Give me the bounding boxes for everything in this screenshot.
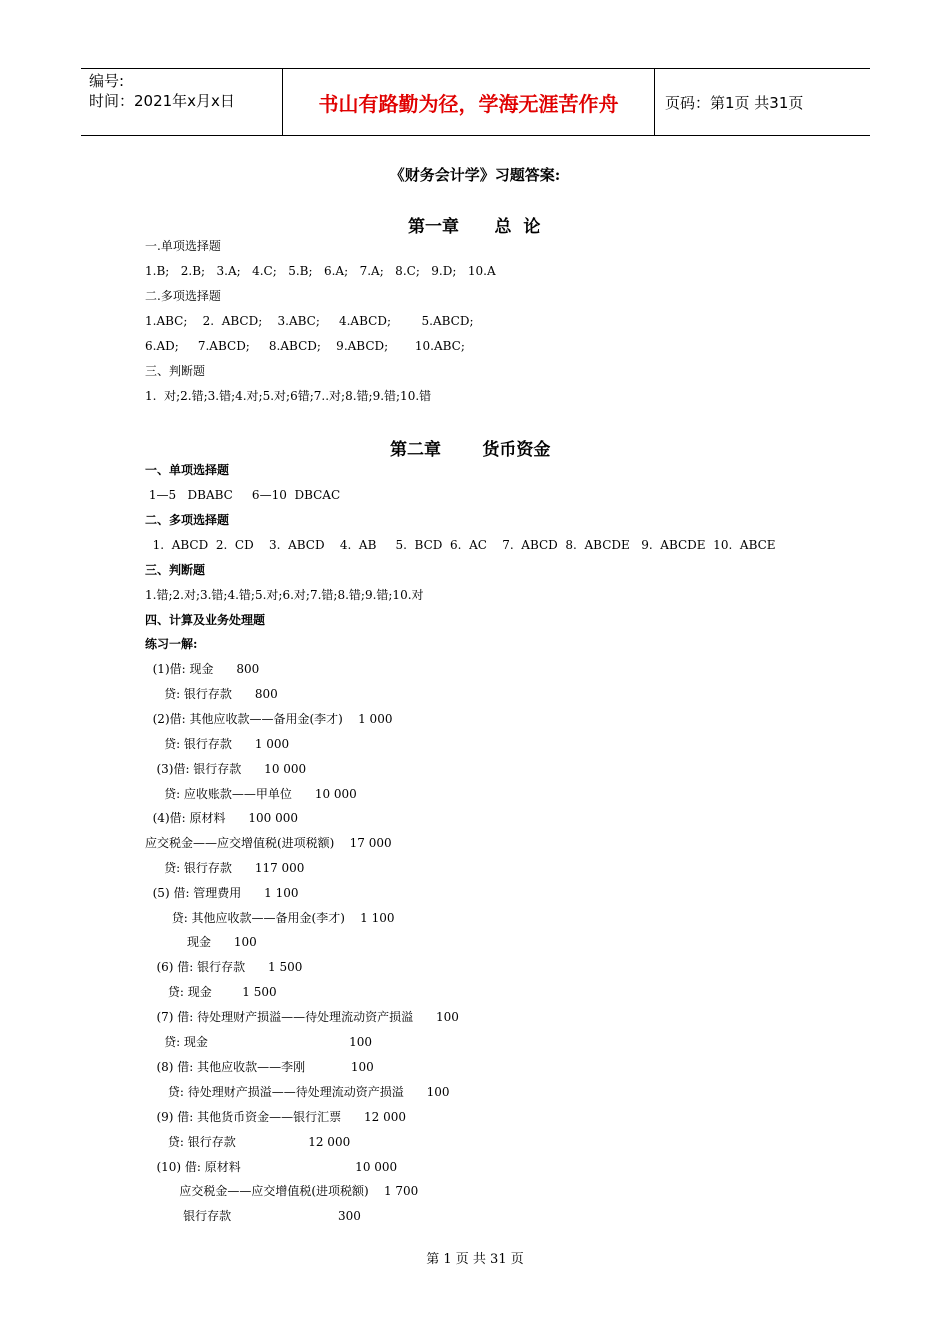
journal-line: (9) 借: 其他货币资金——银行汇票 12 000 [145,1110,406,1124]
page-footer: 第 1 页 共 31 页 [426,1252,524,1267]
ch1-section-single: 一.单项选择题 [145,239,221,253]
journal-line: (2)借: 其他应收款——备用金(李才) 1 000 [145,712,393,726]
page-header [81,68,870,136]
journal-line: 贷: 应收账款——甲单位 10 000 [145,787,357,801]
journal-line: 应交税金——应交增值税(进项税额) 1 700 [145,1184,419,1198]
ch2-section-multi: 二、多项选择题 [145,513,230,527]
ch2-section-single: 一、单项选择题 [145,463,230,477]
chapter-2-title: 第二章 货币资金 [390,440,551,460]
journal-line: 贷: 其他应收款——备用金(李才) 1 100 [145,911,395,925]
header-motto: 书山有路勤为径，学海无涯苦作舟 [283,69,655,135]
exercise-1-heading: 练习一解: [145,637,198,651]
ch1-answers-single: 1.B; 2.B; 3.A; 4.C; 5.B; 6.A; 7.A; 8.C; 9.D; 10.A [145,264,496,278]
journal-line: 贷: 银行存款 12 000 [145,1135,351,1149]
journal-line: 银行存款 300 [145,1209,361,1223]
ch2-section-calc: 四、计算及业务处理题 [145,613,266,627]
journal-line: 贷: 现金 1 500 [145,985,277,999]
ch2-answers-judge: 1.错;2.对;3.错;4.错;5.对;6.对;7.错;8.错;9.错;10.对 [145,588,424,602]
number-label: 编号: [89,72,125,90]
journal-line: 贷: 现金 100 [145,1035,372,1049]
ch2-answers-single: 1—5 DBABC 6—10 DBCAC [145,488,341,502]
ch2-answers-multi: 1. ABCD 2. CD 3. ABCD 4. AB 5. BCD 6. AC 7. ABCD 8. ABCDE 9. ABCDE 10. ABCE [145,538,776,552]
ch1-answers-multi-1: 1.ABC; 2. ABCD; 3.ABC; 4.ABCD; 5.ABCD; [145,314,474,328]
journal-line: 贷: 待处理财产损溢——待处理流动资产损溢 100 [145,1085,450,1099]
journal-line: (5) 借: 管理费用 1 100 [145,886,299,900]
journal-line: (3)借: 银行存款 10 000 [145,762,307,776]
time-label: 时间：2021年x月x日 [89,92,235,110]
journal-line: (7) 借: 待处理财产损溢——待处理流动资产损溢 100 [145,1010,459,1024]
header-page-label: 页码：第1页 共31页 [665,93,804,112]
ch1-section-multi: 二.多项选择题 [145,289,221,303]
header-info [81,69,283,135]
ch1-answers-multi-2: 6.AD; 7.ABCD; 8.ABCD; 9.ABCD; 10.ABC; [145,339,465,353]
ch2-section-judge: 三、判断题 [145,563,206,577]
journal-line: 应交税金——应交增值税(进项税额) 17 000 [145,836,392,850]
journal-line: 贷: 银行存款 117 000 [145,861,305,875]
journal-line: 现金 100 [145,935,257,949]
journal-line: (6) 借: 银行存款 1 500 [145,960,303,974]
ch1-section-judge: 三、判断题 [145,364,206,378]
journal-line: (8) 借: 其他应收款——李刚 100 [145,1060,374,1074]
journal-line: (4)借: 原材料 100 000 [145,811,298,825]
document-title: 《财务会计学》习题答案: [389,166,561,184]
journal-line: (10) 借: 原材料 10 000 [145,1160,398,1174]
journal-line: (1)借: 现金 800 [145,662,260,676]
journal-line: 贷: 银行存款 1 000 [145,737,290,751]
chapter-1-title: 第一章 总 论 [408,217,541,237]
journal-line: 贷: 银行存款 800 [145,687,278,701]
ch1-answers-judge: 1. 对;2.错;3.错;4.对;5.对;6错;7..对;8.错;9.错;10.错 [145,389,432,403]
